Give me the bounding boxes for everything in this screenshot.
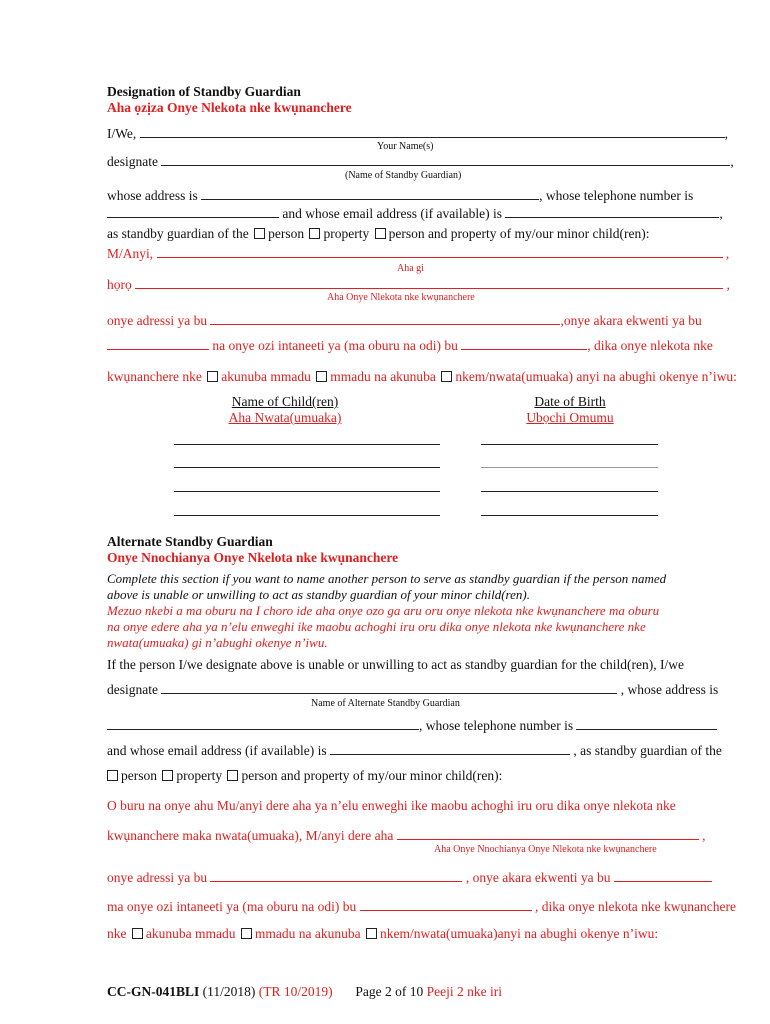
akunuba-mmadu-checkbox[interactable] <box>207 371 218 382</box>
alt-nke-label: nke <box>107 926 127 941</box>
alt-akunuba-mmadu-checkbox[interactable] <box>132 928 143 939</box>
alt-email-field[interactable] <box>330 743 570 755</box>
alt-email-label: and whose email address (if available) is <box>107 743 327 758</box>
child-name-header <box>215 394 355 426</box>
alt-nkem-nwata-label: nkem/nwata(umuaka)anyi na abughi okenye n’iwu: <box>379 926 659 941</box>
page-number-igbo: Peeji 2 nke iri <box>426 984 502 999</box>
child-name-field-1[interactable] <box>174 444 440 445</box>
alt-onye-akara-field[interactable] <box>614 870 712 882</box>
alt-dika-onye-label: , dika onye nlekota nke kwụnanchere <box>535 899 736 914</box>
dika-onye-label: , dika onye nlekota nke <box>587 338 713 353</box>
your-names-row: I/We, , <box>107 126 729 141</box>
property-option-label: property <box>323 226 370 241</box>
alt-mmadu-na-akunuba-label: mmadu na akunuba <box>254 926 361 941</box>
ig-if-row-2: kwụnanchere maka nwata(umuaka), M/anyi dere aha , <box>107 828 706 843</box>
alt-designate-label: designate <box>107 682 158 697</box>
alt-name-caption: Name of Alternate Standby Guardian <box>311 698 460 709</box>
as-standby-label: as standby guardian of the <box>107 226 249 241</box>
child-name-header-en: Name of Child(ren) <box>231 394 339 409</box>
instructions-ig-1: Mezuo nkebi a ma oburu na I choro ide aha onye ozo ga aru oru onye nlekota nke kwụnanchere ma oburu <box>107 603 660 618</box>
dob-field-4[interactable] <box>481 515 658 516</box>
designate-label: designate <box>107 154 158 169</box>
alt-person-and-property-label: person and property of my/our minor child(ren): <box>241 768 503 783</box>
alt-ma-onye-ozi-label: ma onye ozi intaneeti ya (ma oburu na odi) bu <box>107 899 357 914</box>
onye-ozi-row <box>107 338 713 354</box>
section2-title: Alternate Standby Guardian <box>107 534 273 549</box>
aha-onye-nlekota-caption: Aha Onye Nlekota nke kwụnanchere <box>327 292 475 303</box>
onye-akara-field[interactable] <box>107 338 209 350</box>
akunuba-mmadu-label: akunuba mmadu <box>221 369 311 384</box>
aha-alt-field[interactable] <box>397 828 699 840</box>
alt-address-field[interactable] <box>107 718 419 730</box>
email-row: and whose email address (if available) is , <box>107 206 723 222</box>
horo-label: họrọ <box>107 277 132 292</box>
kwunanchere-nke-label: kwụnanchere nke <box>107 369 202 384</box>
property-checkbox[interactable] <box>309 228 320 239</box>
alt-onye-adressi-label: onye adressi ya bu <box>107 870 208 885</box>
whose-address-label: whose address is <box>107 188 198 203</box>
address-field[interactable] <box>201 188 539 200</box>
standby-options-row <box>107 226 650 242</box>
alt-options-row <box>107 768 502 784</box>
onye-ozi-field[interactable] <box>461 338 587 350</box>
alt-onye-ozi-field[interactable] <box>360 899 532 911</box>
alt-nkem-nwata-checkbox[interactable] <box>366 928 377 939</box>
alt-guardian-name-field[interactable] <box>161 682 617 694</box>
section2-title-igbo: Onye Nnochianya Onye Nkelota nke kwụnanchere <box>107 550 399 565</box>
ig-if-2-label: kwụnanchere maka nwata(umuaka), M/anyi dere aha <box>107 828 394 843</box>
form-tr: (TR 10/2019) <box>258 984 333 999</box>
igbo-options-row <box>107 369 737 385</box>
form-code: CC-GN-041BLI <box>107 984 200 999</box>
aha-onye-nlekota-field[interactable] <box>135 277 723 289</box>
alt-person-label: person <box>121 768 157 783</box>
aha-gi-caption: Aha gi <box>397 263 424 274</box>
alt-akunuba-mmadu-label: akunuba mmadu <box>145 926 236 941</box>
onye-adressi-label: onye adressi ya bu <box>107 313 208 328</box>
form-date: (11/2018) <box>202 984 256 999</box>
alt-as-standby-label: , as standby guardian of the <box>573 743 722 758</box>
alt-address-row <box>107 718 717 734</box>
alt-phone-field[interactable] <box>576 718 717 730</box>
alt-onye-ozi-row <box>107 899 736 915</box>
your-names-caption: Your Name(s) <box>377 141 434 152</box>
child-name-header-ig: Aha Nwata(umuaka) <box>228 410 342 425</box>
person-checkbox[interactable] <box>254 228 265 239</box>
alt-person-checkbox[interactable] <box>107 770 118 781</box>
dob-header-ig: Ubọchi Omumu <box>526 410 614 425</box>
phone-field[interactable] <box>107 206 279 218</box>
nkem-nwata-checkbox[interactable] <box>441 371 452 382</box>
onye-akara-label: ,onye akara ekwenti ya bu <box>560 313 702 328</box>
child-name-field-2[interactable] <box>174 467 440 468</box>
section1-title: Designation of Standby Guardian <box>107 84 301 99</box>
page-number: Page 2 of 10 <box>355 984 424 999</box>
footer <box>107 984 502 1000</box>
na-onye-ozi-label: na onye ozi intaneeti ya (ma oburu na odi) bu <box>212 338 458 353</box>
whose-phone-label: , whose telephone number is <box>539 188 694 203</box>
iwe-label: I/We, <box>107 126 137 141</box>
person-option-label: person <box>268 226 305 241</box>
alt-onye-adressi-field[interactable] <box>210 870 462 882</box>
mmadu-na-akunuba-checkbox[interactable] <box>316 371 327 382</box>
alt-person-and-property-checkbox[interactable] <box>227 770 238 781</box>
child-name-field-4[interactable] <box>174 515 440 516</box>
instructions-ig-2: na onye edere aha ya n’elu enweghi ike maobu achoghi iru oru dika onye nlekota nke kwụnanchere nke <box>107 619 646 634</box>
aha-gi-field[interactable] <box>157 246 723 258</box>
standby-guardian-name-field[interactable] <box>161 154 730 166</box>
dob-field-1[interactable] <box>481 444 658 445</box>
dob-field-2[interactable] <box>481 467 658 468</box>
alt-whose-phone-label: , whose telephone number is <box>419 718 574 733</box>
alt-igbo-options-row <box>107 926 658 942</box>
dob-header-en: Date of Birth <box>534 394 606 409</box>
alt-property-label: property <box>176 768 223 783</box>
person-and-property-label: person and property of my/our minor child(ren): <box>388 226 650 241</box>
your-names-field[interactable] <box>140 126 725 138</box>
standby-name-caption: (Name of Standby Guardian) <box>345 170 462 181</box>
instructions-ig-3: nwata(umuaka) gi n’abughi okenye n’iwu. <box>107 635 328 650</box>
person-and-property-checkbox[interactable] <box>375 228 386 239</box>
horo-row: họrọ , <box>107 277 730 292</box>
manyi-label: M/Anyi, <box>107 246 154 261</box>
alt-email-row <box>107 743 722 759</box>
aha-alt-caption: Aha Onye Nnochianya Onye Nlekota nke kwụnanchere <box>434 844 657 855</box>
instructions-en-2: above is unable or unwilling to act as standby guardian of your minor child(ren). <box>107 587 530 602</box>
alt-designate-row <box>107 682 718 698</box>
email-field[interactable] <box>505 206 719 218</box>
instructions-en-1: Complete this section if you want to name another person to serve as standby guardian if the person named <box>107 571 667 586</box>
nkem-nwata-label: nkem/nwata(umuaka) anyi na abughi okenye n’iwu: <box>455 369 737 384</box>
ig-if-row-1: O buru na onye ahu Mu/anyi dere aha ya n’elu enweghi ike maobu achoghi iru oru dika onye nlekota nke <box>107 798 676 813</box>
child-name-field-3[interactable] <box>174 491 440 492</box>
if-person-text: If the person I/we designate above is unable or unwilling to act as standby guardian for the child(ren), I/we <box>107 657 684 672</box>
section1-title-igbo: Aha ọzịza Onye Nlekota nke kwụnanchere <box>107 100 352 115</box>
dob-field-3[interactable] <box>481 491 658 492</box>
designate-row: designate , <box>107 154 734 169</box>
dob-header <box>505 394 635 426</box>
alt-whose-address-label: , whose address is <box>620 682 719 697</box>
onye-adressi-field[interactable] <box>210 313 560 325</box>
manyi-row: M/Anyi, , <box>107 246 730 261</box>
onye-adressi-row <box>107 313 702 329</box>
alt-property-checkbox[interactable] <box>162 770 173 781</box>
mmadu-na-akunuba-label: mmadu na akunuba <box>330 369 436 384</box>
alt-onye-akara-label: , onye akara ekwenti ya bu <box>465 870 611 885</box>
alt-mmadu-na-akunuba-checkbox[interactable] <box>241 928 252 939</box>
email-label: and whose email address (if available) is <box>282 206 503 221</box>
alt-onye-adressi-row <box>107 870 712 886</box>
address-row <box>107 188 693 204</box>
